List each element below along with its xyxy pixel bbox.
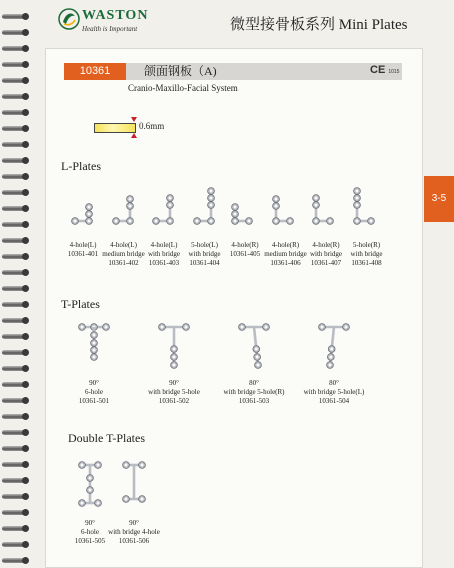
- plate-name: 4-hole(R): [312, 241, 340, 249]
- thickness-label: 0.6mm: [139, 121, 165, 131]
- l-plate-illustration: [349, 185, 385, 227]
- plate-code: 10361-501: [78, 397, 110, 405]
- t-plate-caption: [289, 379, 379, 406]
- plate-code: 10361-402: [108, 259, 139, 267]
- plate-code: 10361-408: [351, 259, 382, 267]
- spiral-ring: [2, 332, 28, 341]
- t-plate-caption: [209, 379, 299, 406]
- double-t-plate-illustration: [76, 459, 104, 509]
- plate-desc: with bridge 5-hole(R): [223, 388, 285, 396]
- ce-number: 1015: [388, 69, 400, 75]
- spiral-ring: [2, 300, 28, 309]
- section-title-l-plates: L-Plates: [61, 159, 101, 173]
- t-plate-illustration: [154, 321, 194, 371]
- t-plate-illustration: [234, 321, 274, 371]
- plate-code: 10361-404: [189, 259, 220, 267]
- spiral-ring: [2, 364, 28, 373]
- plate-angle: 90°: [169, 379, 179, 387]
- plate-desc: with bridge: [188, 250, 221, 258]
- page-title: 微型接骨板系列 Mini Plates: [230, 17, 408, 33]
- product-panel: [45, 48, 423, 568]
- ce-mark-text: CE: [370, 64, 386, 76]
- spiral-ring: [2, 204, 28, 213]
- plate-name: 4-hole(R): [231, 241, 259, 249]
- spiral-ring: [2, 348, 28, 357]
- plate-name: 4-hole(L): [110, 241, 137, 249]
- l-plate-illustration: [187, 185, 223, 227]
- plate-code: 10361-505: [74, 537, 106, 545]
- ce-mark: [370, 64, 399, 76]
- spiral-ring: [2, 156, 28, 165]
- thickness-indicator: [94, 117, 204, 139]
- spiral-ring: [2, 12, 28, 21]
- double-t-plate-caption: [102, 519, 166, 546]
- l-plate-illustration: [65, 201, 101, 227]
- spiral-ring: [2, 108, 28, 117]
- plate-angle: 90°: [89, 379, 99, 387]
- spiral-ring: [2, 60, 28, 69]
- spiral-ring: [2, 556, 28, 565]
- brand-logo-icon: [58, 8, 80, 30]
- page-section-tab[interactable]: 3-5: [424, 176, 454, 222]
- plate-desc: with bridge: [309, 250, 343, 258]
- spiral-ring: [2, 284, 28, 293]
- spiral-binding: [0, 0, 30, 568]
- double-t-plate-illustration: [120, 459, 148, 505]
- product-system: Cranio-Maxillo-Facial System: [128, 83, 238, 93]
- plate-code: 10361-506: [118, 537, 150, 545]
- plate-code: 10361-406: [270, 259, 301, 267]
- spiral-ring: [2, 492, 28, 501]
- t-plate-illustration: [74, 321, 114, 363]
- plate-desc: 6-hole: [85, 388, 103, 396]
- spiral-ring: [2, 540, 28, 549]
- arrow-up-icon: [131, 133, 137, 138]
- plate-angle: 80°: [249, 379, 259, 387]
- spiral-ring: [2, 92, 28, 101]
- product-name: 颌面钢板（A): [144, 64, 217, 78]
- plate-desc: 6-hole: [81, 528, 99, 536]
- spiral-ring: [2, 124, 28, 133]
- plate-code: 10361-503: [238, 397, 270, 405]
- brand-logo: [58, 8, 158, 36]
- brand-tagline: Health is Important: [82, 25, 138, 33]
- spiral-ring: [2, 396, 28, 405]
- product-code: 10361: [64, 63, 126, 80]
- t-plate-caption: [49, 379, 139, 406]
- plate-code: 10361-405: [229, 250, 261, 258]
- spiral-ring: [2, 172, 28, 181]
- spiral-ring: [2, 524, 28, 533]
- section-title-t-plates: T-Plates: [61, 297, 100, 311]
- section-title-double-t-plates: Double T-Plates: [68, 431, 145, 445]
- plate-angle: 90°: [85, 519, 95, 527]
- spiral-ring: [2, 268, 28, 277]
- brand-name: WASTON: [82, 8, 149, 23]
- plate-name: 5-hole(L): [191, 241, 218, 249]
- spiral-ring: [2, 444, 28, 453]
- plate-angle: 90°: [129, 519, 139, 527]
- plate-angle: 80°: [329, 379, 339, 387]
- plate-code: 10361-401: [67, 250, 99, 258]
- l-plate-illustration: [227, 201, 263, 227]
- spiral-ring: [2, 140, 28, 149]
- spiral-ring: [2, 188, 28, 197]
- l-plate-illustration: [268, 193, 304, 227]
- plate-name: 4-hole(L): [150, 241, 178, 249]
- t-plate-caption: [129, 379, 219, 406]
- plate-code: 10361-504: [318, 397, 350, 405]
- l-plate-illustration: [146, 192, 182, 227]
- spiral-ring: [2, 316, 28, 325]
- plate-code: 10361-403: [148, 259, 180, 267]
- spiral-ring: [2, 44, 28, 53]
- spiral-ring: [2, 236, 28, 245]
- spiral-ring: [2, 476, 28, 485]
- plate-name: 5-hole(R): [352, 241, 381, 249]
- plate-desc: with bridge 5-hole(L): [303, 388, 365, 396]
- spiral-ring: [2, 76, 28, 85]
- l-plate-caption: [341, 241, 393, 268]
- spiral-ring: [2, 220, 28, 229]
- spiral-ring: [2, 428, 28, 437]
- spiral-ring: [2, 508, 28, 517]
- plate-name: 4-hole(L): [69, 241, 97, 249]
- spiral-ring: [2, 460, 28, 469]
- t-plate-illustration: [314, 321, 354, 371]
- l-plate-illustration: [106, 193, 142, 227]
- spiral-ring: [2, 28, 28, 37]
- plate-desc: medium bridge: [102, 250, 145, 258]
- thickness-bar: [94, 123, 136, 133]
- plate-desc: with bridge: [147, 250, 181, 258]
- arrow-down-icon: [131, 117, 137, 122]
- spiral-ring: [2, 380, 28, 389]
- plate-name: 4-hole(R): [271, 241, 300, 249]
- product-header-bar: [64, 63, 402, 80]
- plate-desc: with bridge: [350, 250, 383, 258]
- plate-code: 10361-502: [158, 397, 190, 405]
- spiral-ring: [2, 252, 28, 261]
- l-plate-illustration: [308, 192, 344, 227]
- spiral-ring: [2, 412, 28, 421]
- plate-code: 10361-407: [310, 259, 342, 267]
- plate-desc: medium bridge: [264, 250, 307, 258]
- plate-desc: with bridge 4-hole: [108, 528, 160, 536]
- plate-desc: with bridge 5-hole: [148, 388, 200, 396]
